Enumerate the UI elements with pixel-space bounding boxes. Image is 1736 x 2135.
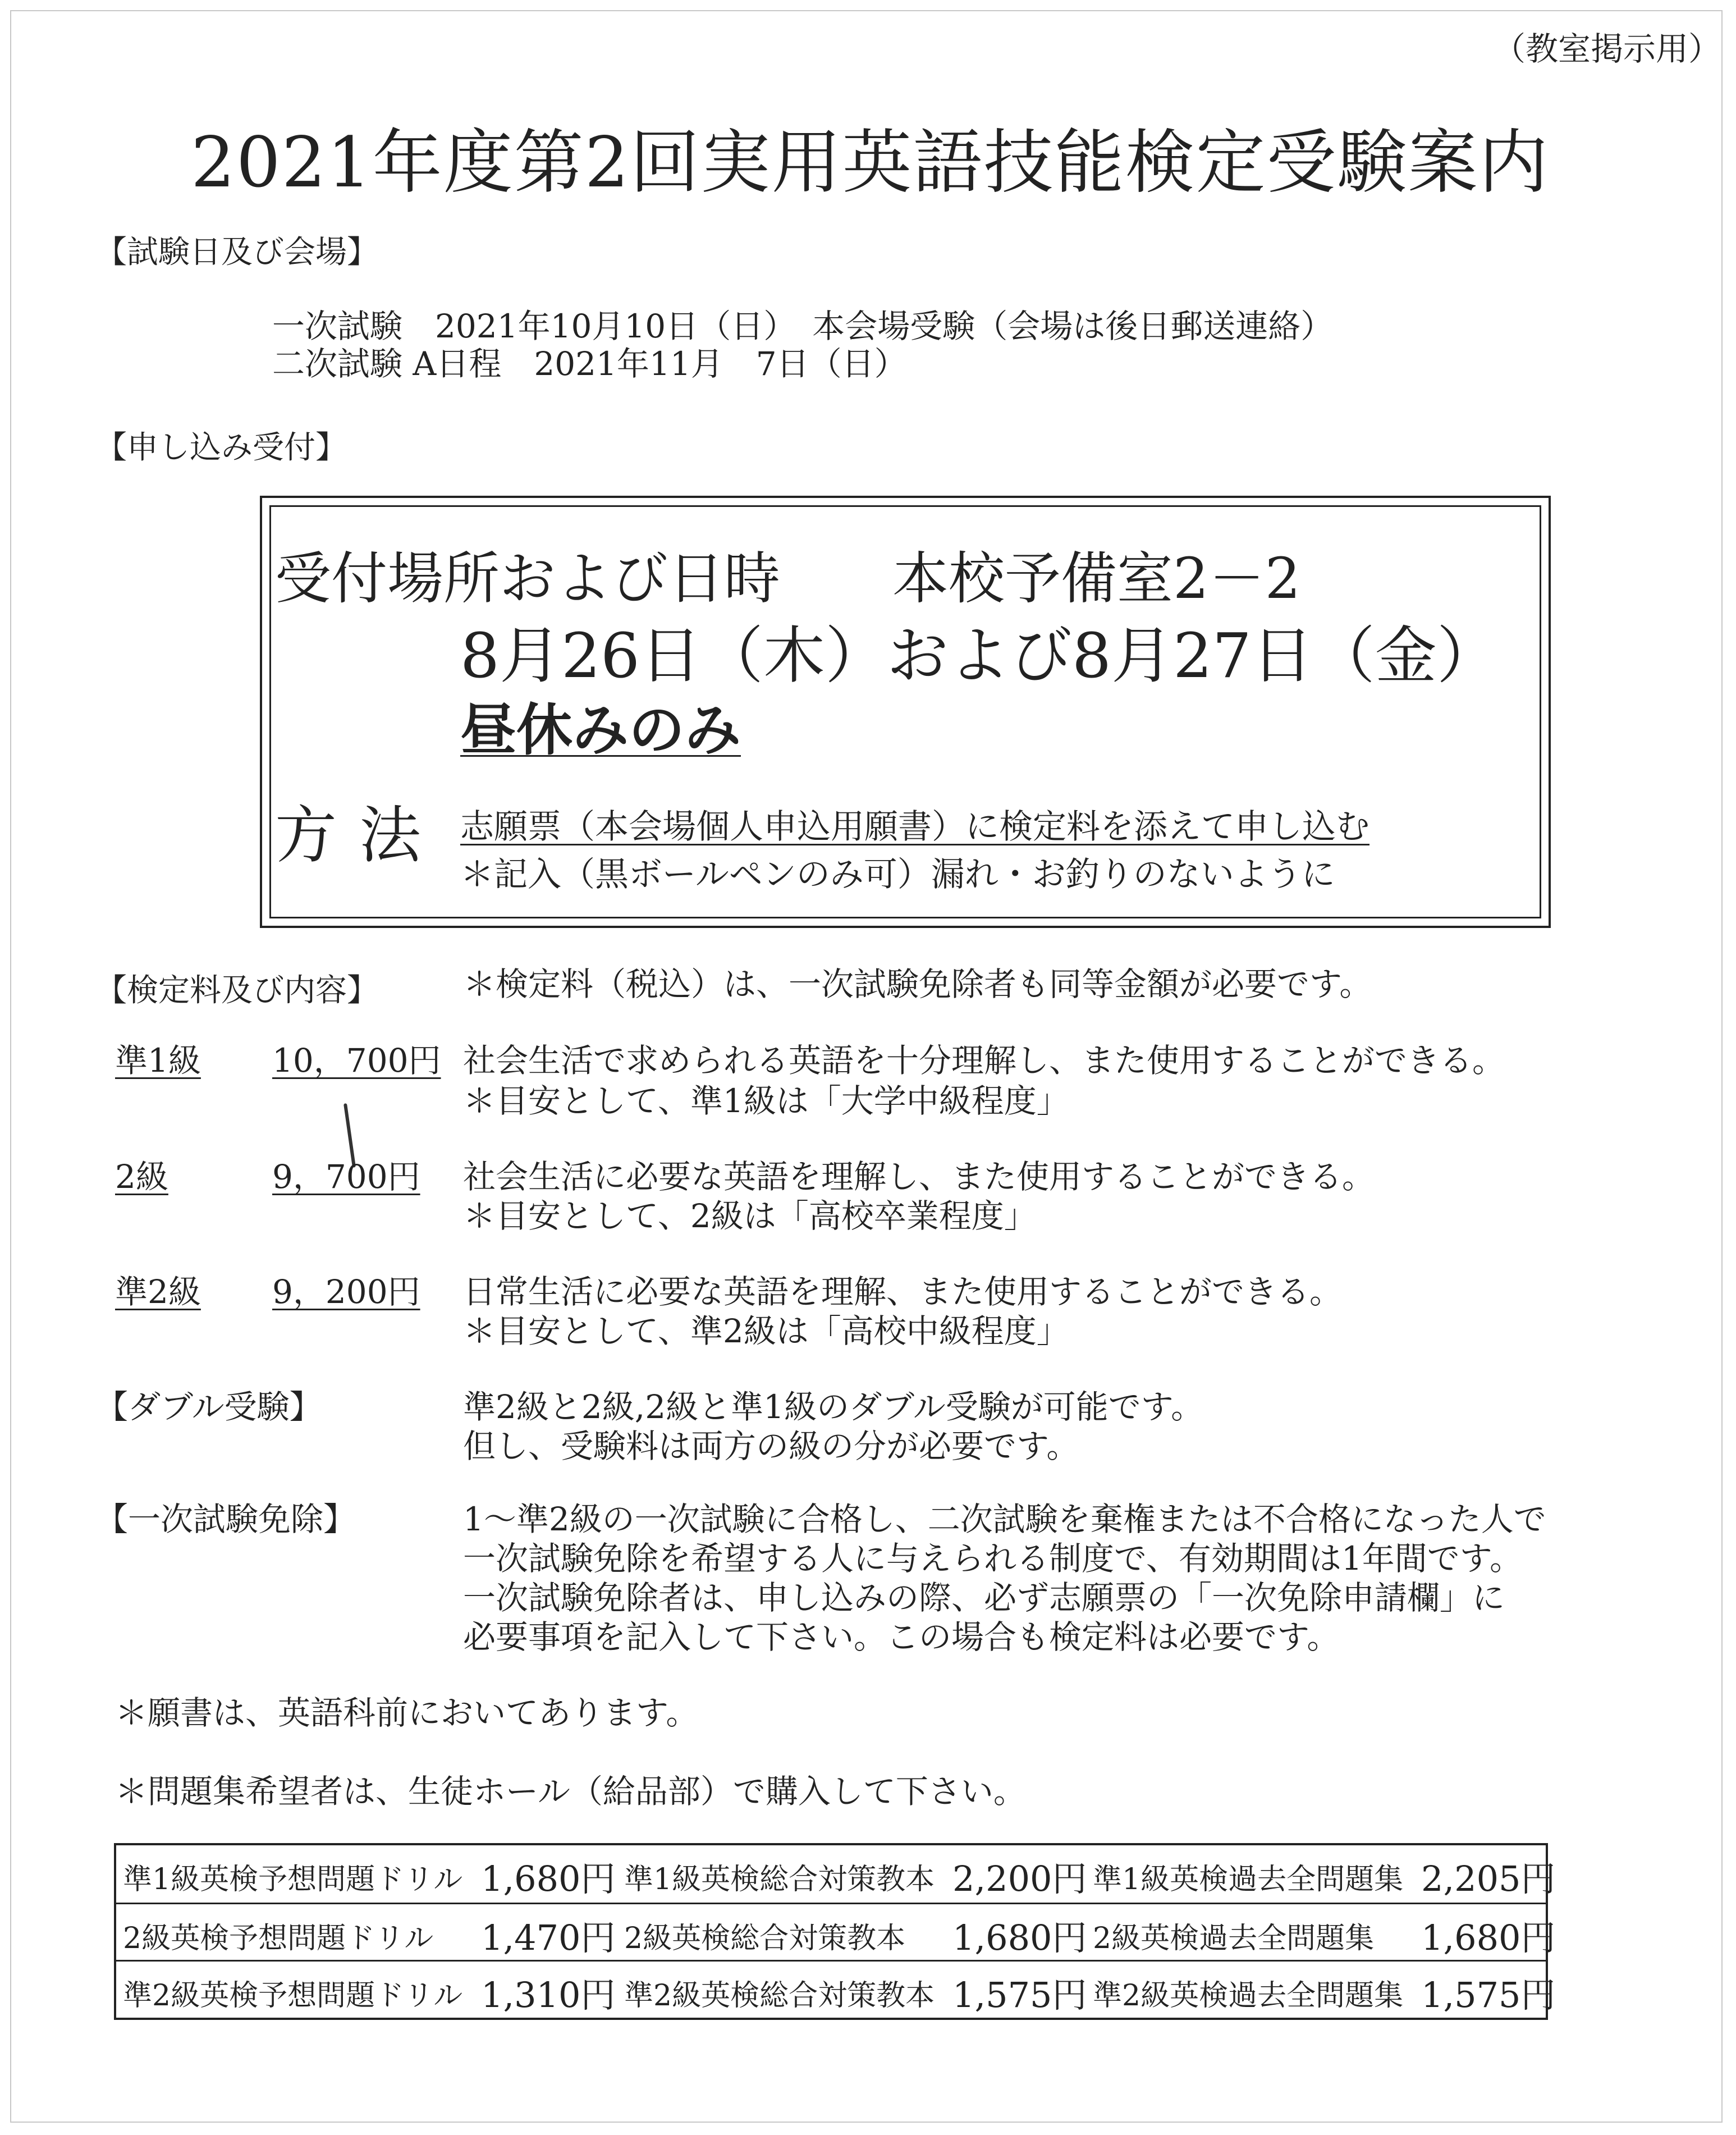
book-name: 準2級英検予想問題ドリル — [123, 1979, 463, 2013]
method-label: 方法 — [275, 799, 443, 871]
book-name: 2級英検総合対策教本 — [624, 1922, 906, 1955]
method-text: 志願票（本会場個人申込用願書）に検定料を添えて申し込む — [460, 807, 1369, 847]
method-note: ＊記入（黒ボールペンのみ可）漏れ・お釣りのないように — [460, 855, 1335, 894]
grade-label: 準1級 — [115, 1041, 201, 1080]
grade-description: 日常生活に必要な英語を理解、また使用することができる。 — [463, 1273, 1343, 1311]
book-name: 2級英検予想問題ドリル — [123, 1922, 434, 1955]
reception-place: 受付場所および日時 本校予備室2－2 — [275, 546, 1301, 611]
page-title: 2021年度第2回実用英語技能検定受験案内 — [191, 122, 1550, 203]
book-price: 1,680円 — [1421, 1917, 1556, 1958]
grade-guideline: ＊目安として、2級は「高校卒業程度」 — [463, 1197, 1037, 1235]
table-row — [116, 1845, 1556, 1903]
book-price: 2,200円 — [952, 1858, 1087, 1899]
double-exam-heading: 【ダブル受験】 — [95, 1388, 322, 1426]
exemption-heading: 【一次試験免除】 — [95, 1500, 356, 1538]
grade-label: 2級 — [115, 1158, 168, 1196]
book-price-table — [114, 1843, 1556, 2020]
exemption-line: 必要事項を記入して下さい。この場合も検定料は必要です。 — [463, 1618, 1340, 1656]
exemption-line: 一次試験免除者は、申し込みの際、必ず志願票の「一次免除申請欄」に — [463, 1579, 1505, 1617]
book-price: 1,680円 — [481, 1858, 616, 1899]
second-exam-date: 二次試験 A日程 2021年11月 7日（日） — [272, 345, 907, 383]
reception-time: 昼休みのみ — [460, 697, 741, 763]
grade-label: 準2級 — [115, 1273, 201, 1311]
book-name: 準2級英検総合対策教本 — [624, 1979, 935, 2013]
classroom-notice-label: （教室掲示用） — [1493, 30, 1721, 68]
table-row — [116, 1903, 1556, 1960]
grade-guideline: ＊目安として、準2級は「高校中級程度」 — [463, 1312, 1069, 1350]
exemption-line: 1～準2級の一次試験に合格し、二次試験を棄権または不合格になった人で — [463, 1500, 1546, 1538]
book-name: 準1級英検過去全問題集 — [1093, 1863, 1404, 1896]
fees-note: ＊検定料（税込）は、一次試験免除者も同等金額が必要です。 — [463, 965, 1372, 1003]
double-exam-line: 但し、受験料は両方の級の分が必要です。 — [463, 1427, 1079, 1465]
double-exam-line: 準2級と2級,2級と準1級のダブル受験が可能です。 — [463, 1388, 1204, 1426]
grade-description: 社会生活で求められる英語を十分理解し、また使用することができる。 — [463, 1041, 1505, 1080]
grade-description: 社会生活に必要な英語を理解し、また使用することができる。 — [463, 1158, 1375, 1196]
book-price: 1,575円 — [1421, 1974, 1556, 2015]
grade-price: 10，700円 — [272, 1041, 441, 1080]
table-row — [116, 1960, 1556, 2017]
book-price: 1,680円 — [952, 1917, 1087, 1958]
book-name: 準2級英検過去全問題集 — [1093, 1979, 1404, 2013]
fees-heading: 【検定料及び内容】 — [95, 972, 378, 1009]
exemption-line: 一次試験免除を希望する人に与えられる制度で、有効期間は1年間です。 — [463, 1539, 1523, 1578]
book-price: 1,470円 — [481, 1917, 616, 1958]
book-name: 2級英検過去全問題集 — [1093, 1922, 1375, 1955]
book-price: 1,575円 — [952, 1974, 1087, 2015]
book-name: 準1級英検総合対策教本 — [624, 1863, 935, 1896]
reception-dates: 8月26日（木）および8月27日（金） — [460, 620, 1499, 692]
exam-dates-heading: 【試験日及び会場】 — [95, 234, 378, 271]
book-price: 2,205円 — [1421, 1858, 1556, 1899]
workbook-note: ＊問題集希望者は、生徒ホール（給品部）で購入して下さい。 — [115, 1772, 1026, 1811]
book-price: 1,310円 — [481, 1974, 616, 2015]
application-heading: 【申し込み受付】 — [95, 429, 347, 466]
application-form-note: ＊願書は、英語科前においてあります。 — [115, 1694, 699, 1732]
grade-guideline: ＊目安として、準1級は「大学中級程度」 — [463, 1082, 1069, 1120]
book-name: 準1級英検予想問題ドリル — [123, 1863, 463, 1896]
grade-price: 9，700円 — [272, 1158, 420, 1196]
grade-price: 9，200円 — [272, 1273, 420, 1311]
first-exam-date: 一次試験 2021年10月10日（日） 本会場受験（会場は後日郵送連絡） — [272, 307, 1334, 345]
